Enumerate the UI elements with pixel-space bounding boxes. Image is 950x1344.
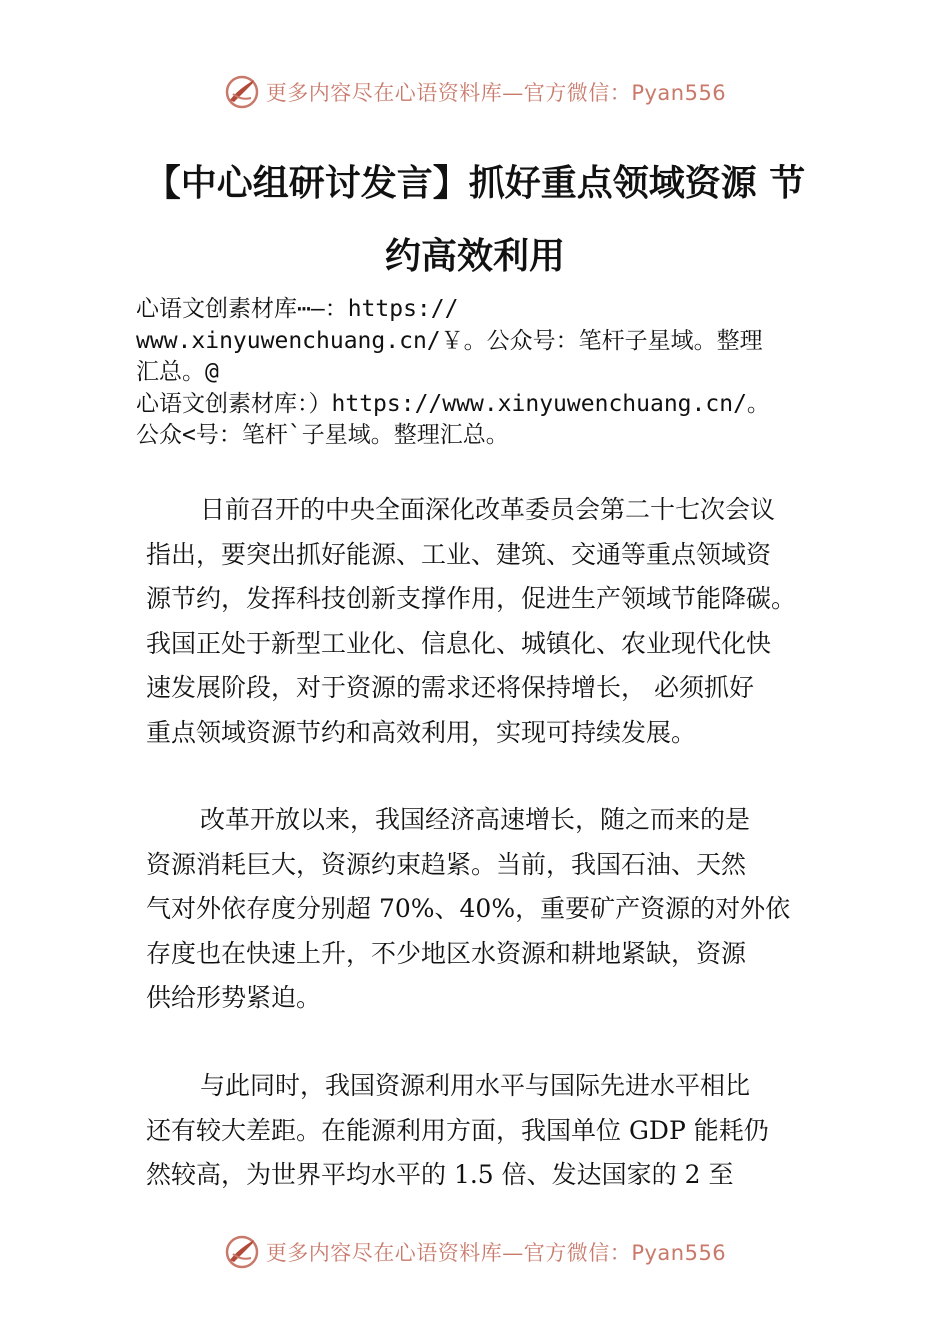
footer-banner-text: 更多内容尽在心语资料库—官方微信：Pyan556 [265,1241,727,1265]
document-title-line-1: 【中心组研讨发言】抓好重点领域资源 节 [144,163,806,204]
source-line: 汇总。@ [136,359,219,385]
source-block [136,294,836,452]
paragraph-line: 源节约，发挥科技创新支撑作用，促进生产领域节能降碳。 [146,584,797,613]
paragraph-line: 还有较大差距。在能源利用方面，我国单位 GDP 能耗仍 [146,1115,769,1145]
source-line: www.xinyuwenchuang.cn/￥。公众号：笔杆子星域。整理 [136,327,763,354]
pen-logo-icon [224,1234,260,1270]
source-line: 心语文创素材库⋯—：https:// [136,296,459,322]
paragraph-line: 速发展阶段，对于资源的需求还将保持增长， 必须抓好 [146,673,754,702]
source-line: 公众<号：笔杆`子星域。整理汇总。 [136,422,509,448]
body-paragraph-3 [146,1064,846,1198]
paragraph-line: 气对外依存度分别超 70%、40%，重要矿产资源的对外依 [146,894,791,923]
footer-banner [0,1230,950,1274]
header-banner-text: 更多内容尽在心语资料库—官方微信：Pyan556 [265,81,727,105]
paragraph-line: 供给形势紧迫。 [146,983,322,1012]
paragraph-line: 指出，要突出抓好能源、工业、建筑、交通等重点领域资 [146,539,772,569]
body-paragraph-1 [146,488,846,755]
header-banner [0,70,950,114]
paragraph-line: 然较高，为世界平均水平的 1.5 倍、发达国家的 2 至 [146,1160,734,1189]
paragraph-line: 日前召开的中央全面深化改革委员会第二十七次会议 [200,495,776,524]
paragraph-line: 我国正处于新型工业化、信息化、城镇化、农业现代化快 [146,628,772,658]
source-line: 心语文创素材库：）https://www.xinyuwenchuang.cn/。 [136,390,770,417]
paragraph-line: 资源消耗巨大，资源约束趋紧。当前，我国石油、天然 [146,849,747,879]
document-title-line-2: 约高效利用 [384,236,565,277]
body-paragraph-2 [146,798,846,1021]
pen-logo-icon [224,74,260,110]
paragraph-line: 改革开放以来，我国经济高速增长，随之而来的是 [200,805,751,834]
paragraph-line: 重点领域资源节约和高效利用，实现可持续发展。 [146,717,697,747]
paragraph-line: 与此同时，我国资源利用水平与国际先进水平相比 [200,1071,751,1100]
paragraph-line: 存度也在快速上升，不少地区水资源和耕地紧缺，资源 [146,938,747,968]
